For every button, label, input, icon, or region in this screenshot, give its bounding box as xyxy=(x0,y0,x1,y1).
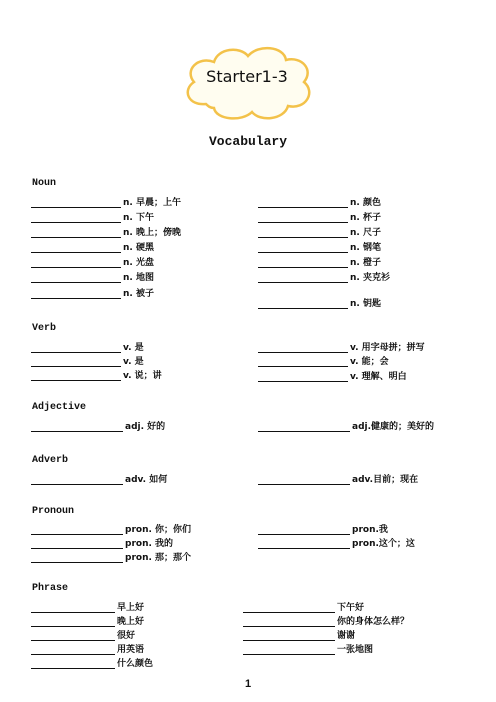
fill-in-row xyxy=(31,355,144,367)
word-hint: v. 能；会 xyxy=(350,357,389,367)
word-hint: adv. 如何 xyxy=(125,475,168,485)
fill-in-row xyxy=(258,256,381,268)
fill-in-row xyxy=(31,537,173,549)
word-hint: n. 光盘 xyxy=(123,258,154,268)
fill-in-row xyxy=(258,355,389,367)
word-hint: adj.健康的；美好的 xyxy=(352,422,435,432)
word-hint: n. 晚上；傍晚 xyxy=(123,228,181,238)
answer-blank[interactable] xyxy=(31,431,123,432)
fill-in-row xyxy=(31,643,144,655)
answer-blank[interactable] xyxy=(243,640,335,641)
answer-blank[interactable] xyxy=(31,612,115,613)
word-hint: n. 地图 xyxy=(123,273,154,283)
word-hint: 什么颜色 xyxy=(117,659,154,669)
fill-in-row xyxy=(243,601,364,613)
answer-blank[interactable] xyxy=(258,267,348,268)
word-hint: n. 早晨；上午 xyxy=(123,198,181,208)
section-heading-adjective: Adjective xyxy=(32,402,87,413)
word-hint: 一张地图 xyxy=(337,645,374,655)
fill-in-row xyxy=(31,420,165,432)
answer-blank[interactable] xyxy=(31,484,123,485)
word-hint: n. 钥匙 xyxy=(350,299,381,309)
fill-in-row xyxy=(31,369,162,381)
fill-in-row xyxy=(31,211,154,223)
lesson-title: Starter1-3 xyxy=(206,67,288,86)
answer-blank[interactable] xyxy=(258,548,350,549)
answer-blank[interactable] xyxy=(243,654,335,655)
fill-in-row xyxy=(31,473,167,485)
fill-in-row xyxy=(258,211,381,223)
fill-in-row xyxy=(31,196,181,208)
word-hint: v. 是 xyxy=(123,343,144,353)
answer-blank[interactable] xyxy=(31,298,121,299)
answer-blank[interactable] xyxy=(31,222,121,223)
section-heading-adverb: Adverb xyxy=(32,455,69,466)
fill-in-row xyxy=(258,297,381,309)
answer-blank[interactable] xyxy=(258,381,348,382)
vocabulary-title: Vocabulary xyxy=(208,134,287,149)
fill-in-row xyxy=(31,341,144,353)
answer-blank[interactable] xyxy=(31,352,121,353)
fill-in-row xyxy=(31,523,191,535)
section-heading-phrase: Phrase xyxy=(32,583,69,594)
answer-blank[interactable] xyxy=(258,484,350,485)
word-hint: n. 杯子 xyxy=(350,213,381,223)
answer-blank[interactable] xyxy=(31,626,115,627)
word-hint: n. 被子 xyxy=(123,289,154,299)
fill-in-row xyxy=(31,256,154,268)
section-heading-pronoun: Pronoun xyxy=(32,506,75,517)
word-hint: v. 是 xyxy=(123,357,144,367)
word-hint: adv.目前；现在 xyxy=(352,475,419,485)
word-hint: 下午好 xyxy=(337,603,365,613)
word-hint: v. 用字母拼；拼写 xyxy=(350,343,425,353)
fill-in-row xyxy=(258,196,381,208)
fill-in-row xyxy=(258,473,418,485)
section-heading-verb: Verb xyxy=(32,323,57,334)
fill-in-row xyxy=(258,370,407,382)
fill-in-row xyxy=(258,523,388,535)
answer-blank[interactable] xyxy=(31,548,123,549)
fill-in-row xyxy=(31,241,154,253)
answer-blank[interactable] xyxy=(31,668,115,669)
word-hint: n. 硬黑 xyxy=(123,243,154,253)
answer-blank[interactable] xyxy=(258,308,348,309)
fill-in-row xyxy=(31,629,135,641)
word-hint: 晚上好 xyxy=(117,617,145,627)
word-hint: adj. 好的 xyxy=(125,422,166,432)
fill-in-row xyxy=(258,537,415,549)
word-hint: 早上好 xyxy=(117,603,145,613)
answer-blank[interactable] xyxy=(31,237,121,238)
word-hint: n. 下午 xyxy=(123,213,154,223)
answer-blank[interactable] xyxy=(258,282,348,283)
answer-blank[interactable] xyxy=(31,267,121,268)
fill-in-row xyxy=(31,226,181,238)
answer-blank[interactable] xyxy=(258,252,348,253)
fill-in-row xyxy=(31,551,191,563)
answer-blank[interactable] xyxy=(31,640,115,641)
fill-in-row xyxy=(31,615,144,627)
fill-in-row xyxy=(243,629,355,641)
word-hint: 你的身体怎么样？ xyxy=(337,617,410,627)
answer-blank[interactable] xyxy=(258,222,348,223)
answer-blank[interactable] xyxy=(258,207,348,208)
word-hint: pron. 我的 xyxy=(125,539,174,549)
word-hint: n. 钢笔 xyxy=(350,243,381,253)
fill-in-row xyxy=(258,241,381,253)
fill-in-row xyxy=(31,271,154,283)
word-hint: n. 夹克衫 xyxy=(350,273,390,283)
answer-blank[interactable] xyxy=(31,207,121,208)
word-hint: pron. 你；你们 xyxy=(125,525,192,535)
fill-in-row xyxy=(31,287,154,299)
fill-in-row xyxy=(258,226,381,238)
answer-blank[interactable] xyxy=(258,237,348,238)
word-hint: 很好 xyxy=(117,631,136,641)
word-hint: pron.我 xyxy=(352,525,388,535)
word-hint: pron.这个；这 xyxy=(352,539,415,549)
answer-blank[interactable] xyxy=(31,252,121,253)
answer-blank[interactable] xyxy=(31,562,123,563)
fill-in-row xyxy=(258,341,425,353)
answer-blank[interactable] xyxy=(31,366,121,367)
word-hint: v. 说；讲 xyxy=(123,371,162,381)
fill-in-row xyxy=(258,420,434,432)
fill-in-row xyxy=(31,657,153,669)
word-hint: n. 颜色 xyxy=(350,198,381,208)
fill-in-row xyxy=(243,643,373,655)
answer-blank[interactable] xyxy=(243,612,335,613)
answer-blank[interactable] xyxy=(258,431,350,432)
fill-in-row xyxy=(258,271,390,283)
answer-blank[interactable] xyxy=(243,626,335,627)
word-hint: n. 尺子 xyxy=(350,228,381,238)
word-hint: n. 橙子 xyxy=(350,258,381,268)
answer-blank[interactable] xyxy=(31,282,121,283)
answer-blank[interactable] xyxy=(258,352,348,353)
answer-blank[interactable] xyxy=(31,654,115,655)
word-hint: pron. 那；那个 xyxy=(125,553,192,563)
word-hint: 谢谢 xyxy=(337,631,356,641)
fill-in-row xyxy=(31,601,144,613)
answer-blank[interactable] xyxy=(258,366,348,367)
page-number: 1 xyxy=(244,678,252,690)
fill-in-row xyxy=(243,615,409,627)
answer-blank[interactable] xyxy=(258,534,350,535)
word-hint: 用英语 xyxy=(117,645,145,655)
answer-blank[interactable] xyxy=(31,380,121,381)
section-heading-noun: Noun xyxy=(32,178,57,189)
word-hint: v. 理解、明白 xyxy=(350,372,407,382)
answer-blank[interactable] xyxy=(31,534,123,535)
